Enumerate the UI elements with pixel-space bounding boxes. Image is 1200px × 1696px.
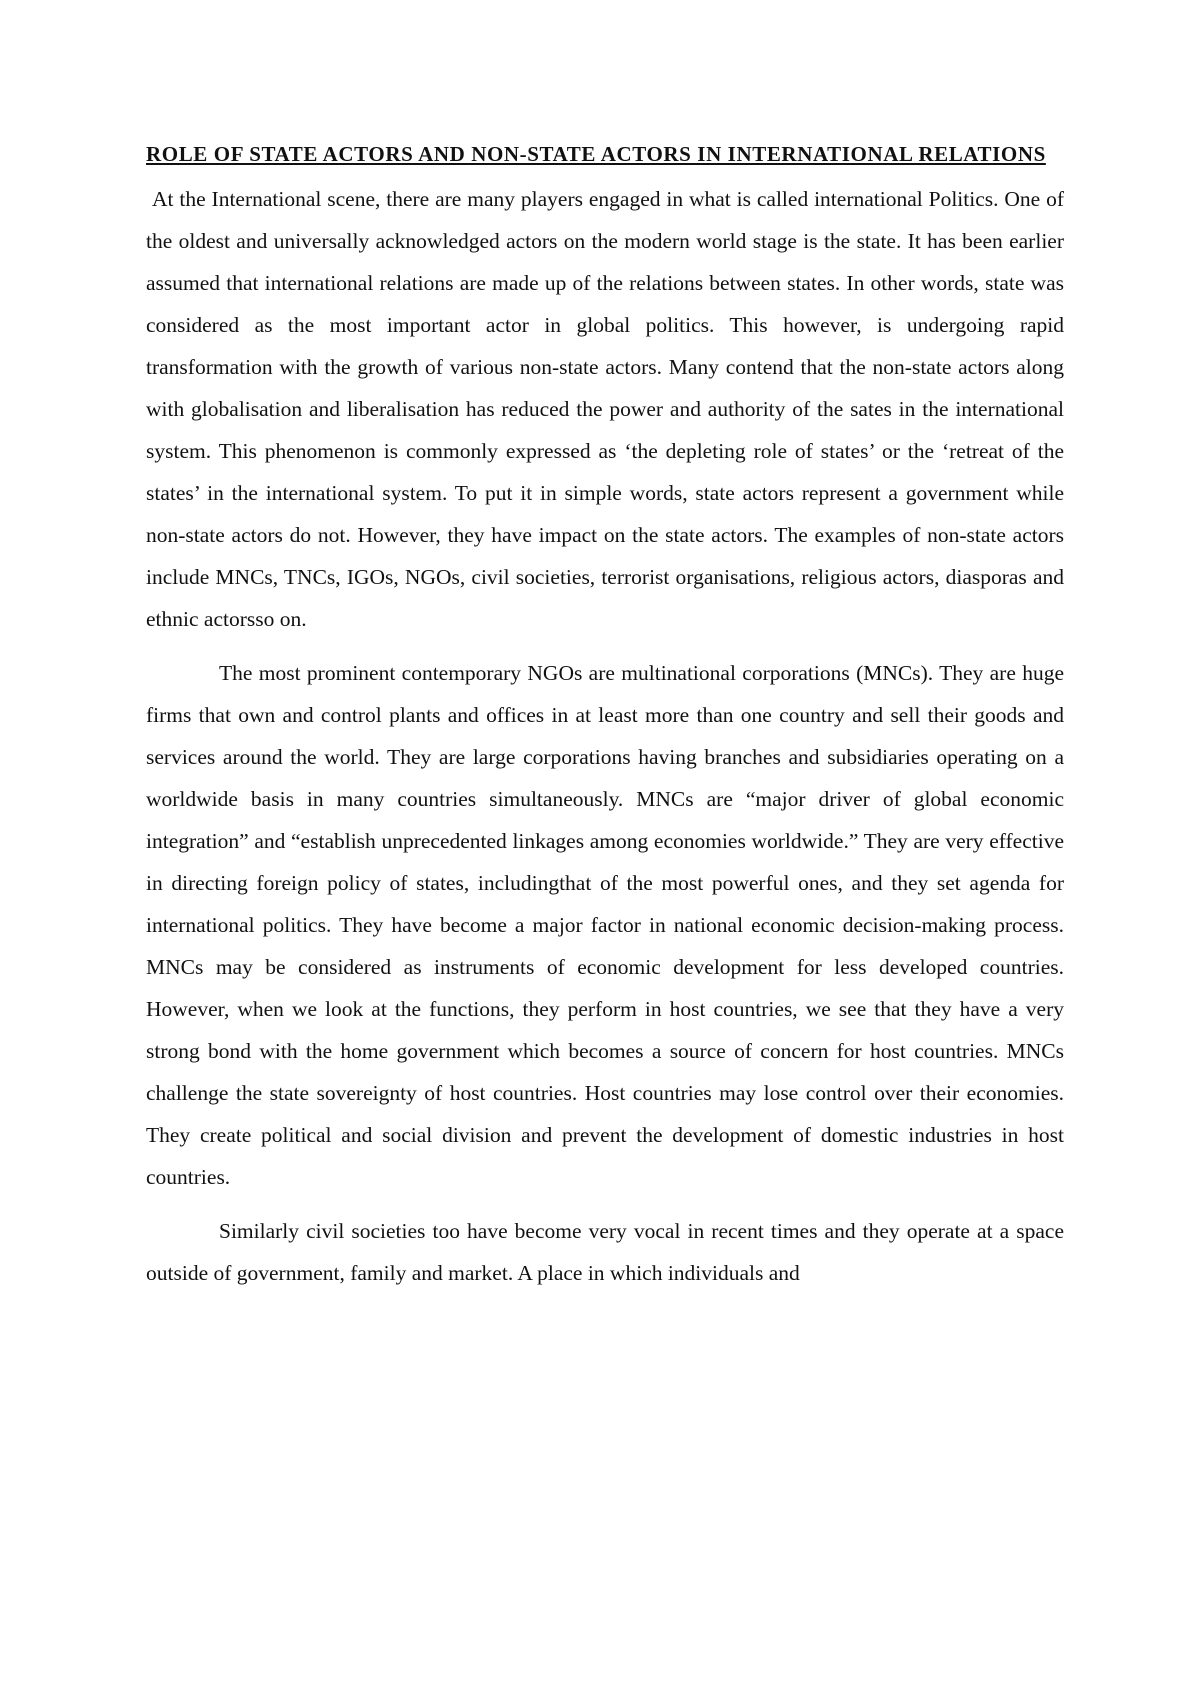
paragraph-mncs: The most prominent contemporary NGOs are multinational corporations (MNCs). They are huge firms that own and control plants and offices in at least more than one country and sell their goods and services around the world. They are large corporations having branches and subsidiaries operating on a worldwide basis in many countries simultaneously. MNCs are “major driver of global economic integration” and “establish unprecedented linkages among economies worldwide.” They are very effective in directing foreign policy of states, includingthat of the most powerful ones, and they set agenda for international politics. They have become a major factor in national economic decision-making process. MNCs may be considered as instruments of economic development for less developed countries. However, when we look at the functions, they perform in host countries, we see that they have a very strong bond with the home government which becomes a source of concern for host countries. MNCs challenge the state sovereignty of host countries. Host countries may lose control over their economies. They create political and social division and prevent the development of domestic industries in host countries.	[146, 661, 1064, 1189]
paragraph-civil-societies: Similarly civil societies too have become very vocal in recent times and they operate at a space outside of government, family and market. A place in which individuals and	[146, 1219, 1064, 1285]
document-title: ROLE OF STATE ACTORS AND NON-STATE ACTORS IN INTERNATIONAL RELATIONS	[146, 142, 1046, 166]
paragraph-intro: At the International scene, there are many players engaged in what is called international Politics. One of the oldest and universally acknowledged actors on the modern world stage is the state. It has been earlier assumed that international relations are made up of the relations between states. In other words, state was considered as the most important actor in global politics. This however, is undergoing rapid transformation with the growth of various non-state actors. Many contend that the non-state actors along with globalisation and liberalisation has reduced the power and authority of the sates in the international system. This phenomenon is commonly expressed as ‘the depleting role of states’ or the ‘retreat of the states’ in the international system. To put it in simple words, state actors represent a government while non-state actors do not. However, they have impact on the state actors. The examples of non-state actors include MNCs, TNCs, IGOs, NGOs, civil societies, terrorist organisations, religious actors, diasporas and ethnic actorsso on.	[146, 187, 1064, 631]
document-body	[146, 141, 1064, 1306]
